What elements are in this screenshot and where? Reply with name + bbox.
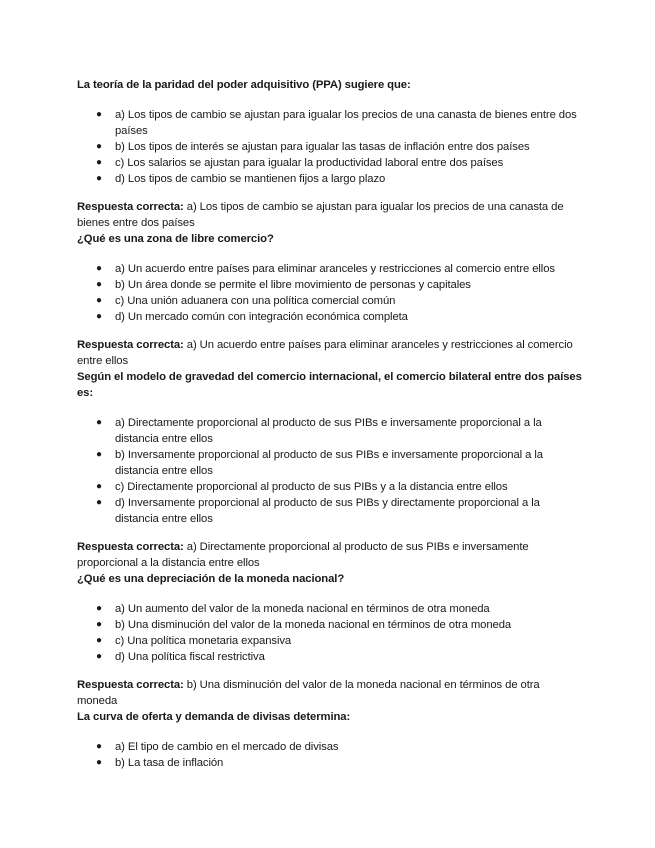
- bullet-icon: ●: [96, 295, 102, 306]
- bullet-icon: ●: [96, 741, 102, 752]
- bullet-icon: ●: [96, 157, 102, 168]
- bullet-icon: ●: [96, 263, 102, 274]
- option-item: ● a) Los tipos de cambio se ajustan para igualar los precios de una canasta de bienes entre dos países: [96, 109, 577, 137]
- option-item: ● b) Un área donde se permite el libre movimiento de personas y capitales: [96, 279, 471, 291]
- option-item: ● d) Una política fiscal restrictiva: [96, 651, 265, 663]
- answer-text: b) Una disminución del valor de la moneda nacional en términos de otra moneda: [77, 679, 540, 707]
- option-item: ● b) Los tipos de interés se ajustan para igualar las tasas de inflación entre dos países: [96, 141, 530, 153]
- answer-line: [77, 539, 582, 571]
- options-list: [77, 739, 582, 771]
- option-item: ● c) Los salarios se ajustan para igualar la productividad laboral entre dos países: [96, 157, 504, 169]
- question-title: ¿Qué es una zona de libre comercio?: [77, 233, 274, 245]
- answer-text: a) Directamente proporcional al producto de sus PIBs e inversamente proporcional a la distancia entre ellos: [77, 541, 529, 569]
- answer-label: Respuesta correcta:: [77, 541, 184, 553]
- option-item: ● b) La tasa de inflación: [96, 757, 224, 769]
- answer-text: a) Los tipos de cambio se ajustan para igualar los precios de una canasta de bienes entre dos países: [77, 201, 564, 229]
- option-item: ● c) Directamente proporcional al producto de sus PIBs y a la distancia entre ellos: [96, 481, 508, 493]
- option-item: ● a) Un aumento del valor de la moneda nacional en términos de otra moneda: [96, 603, 490, 615]
- bullet-icon: ●: [96, 619, 102, 630]
- option-item: ● b) Una disminución del valor de la moneda nacional en términos de otra moneda: [96, 619, 512, 631]
- option-item: ● d) Inversamente proporcional al producto de sus PIBs y directamente proporcional a la distancia entre ellos: [96, 497, 540, 525]
- option-item: ● a) El tipo de cambio en el mercado de divisas: [96, 741, 339, 753]
- bullet-icon: ●: [96, 279, 102, 290]
- bullet-icon: ●: [96, 449, 102, 460]
- option-item: ● a) Un acuerdo entre países para eliminar aranceles y restricciones al comercio entre ellos: [96, 263, 555, 275]
- answer-label: Respuesta correcta:: [77, 201, 184, 213]
- options-list: [77, 261, 582, 325]
- bullet-icon: ●: [96, 109, 102, 120]
- question-title: La curva de oferta y demanda de divisas determina:: [77, 711, 351, 723]
- answer-line: [77, 199, 582, 231]
- answer-line: [77, 337, 582, 369]
- bullet-icon: ●: [96, 481, 102, 492]
- bullet-icon: ●: [96, 173, 102, 184]
- answer-label: Respuesta correcta:: [77, 679, 184, 691]
- question-title: La teoría de la paridad del poder adquisitivo (PPA) sugiere que:: [77, 79, 411, 91]
- option-item: ● c) Una política monetaria expansiva: [96, 635, 292, 647]
- bullet-icon: ●: [96, 603, 102, 614]
- bullet-icon: ●: [96, 497, 102, 508]
- bullet-icon: ●: [96, 635, 102, 646]
- answer-line: [77, 677, 582, 709]
- answer-text: a) Un acuerdo entre países para eliminar aranceles y restricciones al comercio entre ellos: [77, 339, 573, 367]
- options-list: [77, 107, 582, 187]
- option-item: ● b) Inversamente proporcional al producto de sus PIBs e inversamente proporcional a la distancia entre ellos: [96, 449, 543, 477]
- options-list: [77, 601, 582, 665]
- option-item: ● d) Un mercado común con integración económica completa: [96, 311, 408, 323]
- bullet-icon: ●: [96, 417, 102, 428]
- bullet-icon: ●: [96, 757, 102, 768]
- option-item: ● a) Directamente proporcional al producto de sus PIBs e inversamente proporcional a la distancia entre ellos: [96, 417, 542, 445]
- document-page: [77, 77, 582, 771]
- bullet-icon: ●: [96, 311, 102, 322]
- bullet-icon: ●: [96, 141, 102, 152]
- question-title: Según el modelo de gravedad del comercio internacional, el comercio bilateral entre dos países es:: [77, 371, 582, 399]
- answer-label: Respuesta correcta:: [77, 339, 184, 351]
- option-item: ● c) Una unión aduanera con una política comercial común: [96, 295, 396, 307]
- question-title: ¿Qué es una depreciación de la moneda nacional?: [77, 573, 345, 585]
- bullet-icon: ●: [96, 651, 102, 662]
- options-list: [77, 415, 582, 527]
- option-item: ● d) Los tipos de cambio se mantienen fijos a largo plazo: [96, 173, 386, 185]
